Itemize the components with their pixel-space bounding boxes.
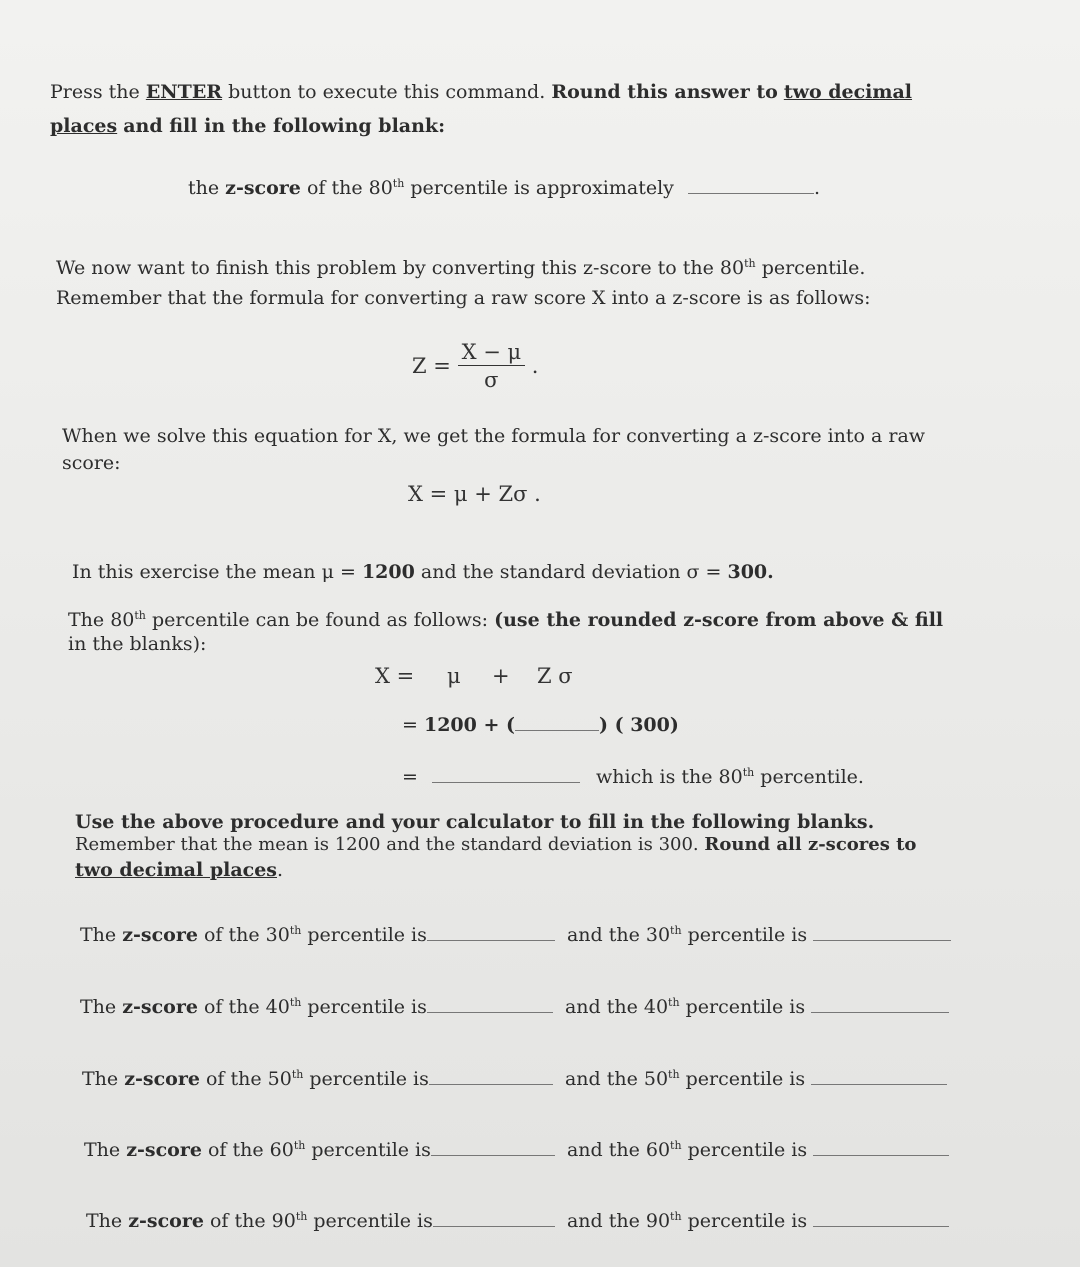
convert-line-1: We now want to finish this problem by converting this z-score to the 80th percentile. <box>56 257 866 279</box>
found-line-2: in the blanks): <box>68 633 207 655</box>
blank-percentile-60th[interactable] <box>813 1137 949 1156</box>
blank-zscore-60th[interactable] <box>431 1137 555 1156</box>
enter-key-label: ENTER <box>145 81 223 103</box>
eq-z-sigma: Z σ <box>537 664 573 688</box>
instructions-line-2: Remember that the mean is 1200 and the standard deviation is 300. Round all z-scores to <box>75 834 917 855</box>
solve-line-1: When we solve this equation for X, we get the formula for converting a z-score into a raw <box>62 425 926 447</box>
blank-percentile-40th[interactable] <box>811 994 949 1013</box>
answer-blank-80th-zscore[interactable] <box>688 175 814 194</box>
convert-line-2: Remember that the formula for converting a raw score X into a z-score is as follows: <box>56 287 871 309</box>
eq-mu: μ <box>447 664 461 688</box>
found-line-1: The 80th percentile can be found as follows: (use the rounded z-score from above & fill <box>68 609 944 631</box>
eq-plus: + <box>492 664 510 688</box>
blank-zscore-90th[interactable] <box>433 1208 555 1227</box>
answer-blank-rounded-zscore[interactable] <box>515 712 599 731</box>
row-60th: The z-score of the 60th percentile is and the 60th percentile is <box>84 1137 949 1161</box>
blank-zscore-50th[interactable] <box>429 1066 553 1085</box>
instructions-line-3: two decimal places. <box>75 859 284 881</box>
eq-result: = which is the 80th percentile. <box>402 766 864 788</box>
blank-percentile-50th[interactable] <box>811 1066 947 1085</box>
blank-percentile-90th[interactable] <box>813 1208 949 1227</box>
answer-blank-80th-percentile[interactable] <box>432 764 580 783</box>
exercise-parameters: In this exercise the mean μ = 1200 and the standard deviation σ = 300. <box>72 561 774 583</box>
blank-percentile-30th[interactable] <box>813 922 951 941</box>
raw-score-formula: X = μ + Zσ . <box>408 482 541 506</box>
intro-line-2: places and fill in the following blank: <box>50 115 446 137</box>
row-40th: The z-score of the 40th percentile is and the 40th percentile is <box>80 994 949 1018</box>
eq-x-label: X = <box>375 664 415 688</box>
zscore-formula: Z = $\frac{X - \mu}{\sigma}$ . <box>412 340 539 392</box>
instructions-line-1: Use the above procedure and your calculator to fill in the following blanks. <box>75 811 875 833</box>
blank-zscore-40th[interactable] <box>427 994 553 1013</box>
solve-line-2: score: <box>62 452 121 474</box>
row-50th: The z-score of the 50th percentile is and the 50th percentile is <box>82 1066 947 1090</box>
row-30th: The z-score of the 30th percentile is and the 30th percentile is <box>80 922 951 946</box>
blank-zscore-30th[interactable] <box>427 922 555 941</box>
row-90th: The z-score of the 90th percentile is and the 90th percentile is <box>86 1208 949 1232</box>
eq-substitution: = 1200 + ( ) ( 300) <box>402 714 679 736</box>
intro-line-1: Press the ENTER button to execute this command. Round this answer to two decimal <box>50 81 913 103</box>
question-80th-zscore: the z-score of the 80th percentile is approximately . <box>188 177 820 199</box>
